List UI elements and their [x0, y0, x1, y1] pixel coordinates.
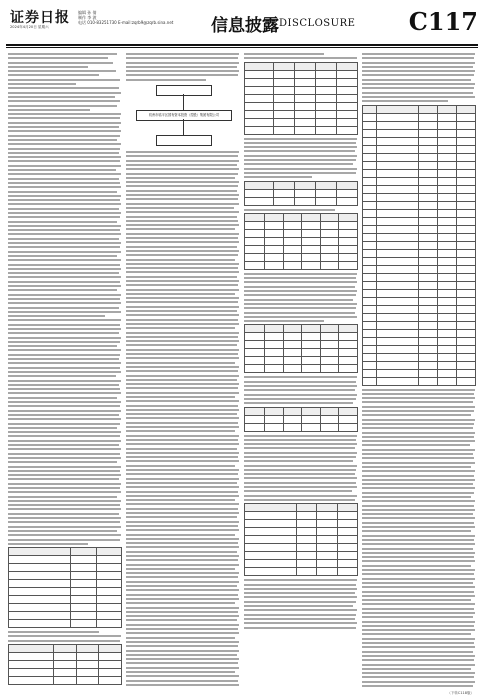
dateline: 2024年4月20日 星期六 — [10, 25, 49, 29]
producer-line: 制作 李 波 — [78, 15, 97, 20]
text-block — [8, 631, 122, 642]
text-block — [8, 53, 122, 111]
text-block — [8, 113, 122, 317]
text-block — [362, 389, 476, 688]
diagram-connector — [183, 119, 184, 135]
text-block — [126, 53, 240, 81]
diagram-connector — [183, 94, 184, 110]
column-1 — [8, 52, 122, 688]
text-block — [126, 151, 240, 688]
text-block — [8, 319, 122, 544]
section-title: 信息披露 — [211, 16, 279, 36]
page-number: C117 — [408, 7, 478, 36]
diagram-middle-box: 杭州市临平区国有资本投资（控股）集团有限公司 — [136, 110, 232, 121]
data-table — [244, 503, 358, 576]
data-table — [244, 324, 358, 373]
continued-note: （下转C118版） — [447, 691, 474, 695]
column-3 — [244, 52, 358, 688]
text-block — [244, 138, 358, 179]
data-table — [8, 547, 122, 628]
data-table — [244, 407, 358, 432]
text-block — [362, 53, 476, 102]
diagram-top-box — [156, 85, 212, 96]
editor-line: 编辑 孙 倩 — [78, 10, 97, 15]
contact-line: 电话 010-83251730 E-mail:zqrb9@zqrb.sina.net — [78, 20, 174, 25]
data-table — [244, 181, 358, 206]
ownership-diagram — [126, 83, 240, 147]
column-4 — [362, 52, 476, 688]
newspaper-logo: 证券日报 — [10, 10, 70, 26]
text-block — [244, 273, 358, 322]
section-title-english: DISCLOSURE — [279, 18, 356, 29]
text-block — [244, 579, 358, 628]
text-block — [244, 209, 358, 211]
data-table — [244, 213, 358, 270]
masthead-rule — [6, 44, 478, 46]
diagram-bottom-box — [156, 135, 212, 146]
data-table — [362, 105, 476, 386]
masthead-rule-thin — [6, 47, 478, 48]
text-block — [244, 376, 358, 404]
text-block — [244, 53, 358, 59]
text-block — [244, 435, 358, 501]
masthead — [6, 5, 478, 43]
data-table — [8, 644, 122, 685]
data-table — [244, 62, 358, 135]
editor-meta — [78, 10, 173, 25]
column-2 — [126, 52, 240, 688]
